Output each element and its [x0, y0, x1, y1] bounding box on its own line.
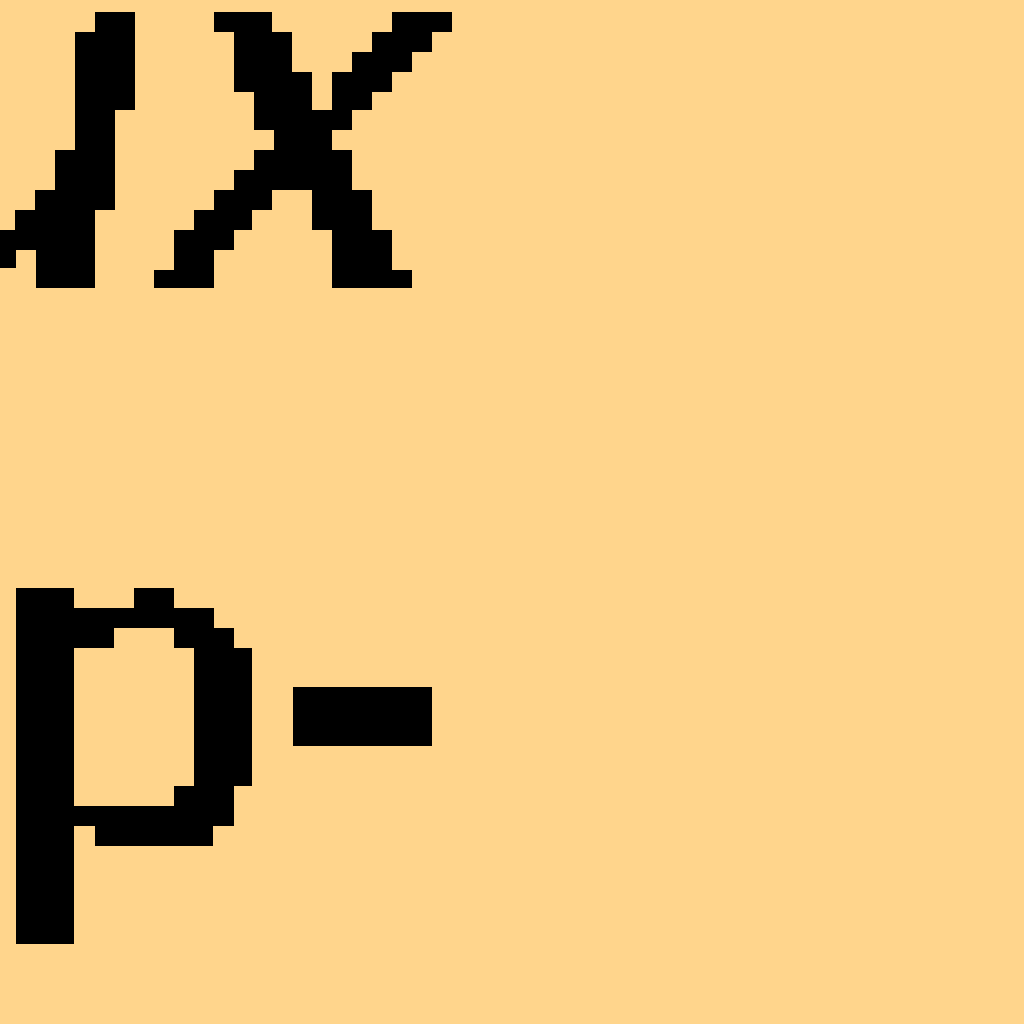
glyph-slash [0, 12, 135, 288]
x-pixel [332, 72, 392, 92]
x-pixel [234, 170, 352, 190]
x-pixel [234, 72, 312, 92]
x-pixel [352, 52, 412, 72]
x-pixel [254, 92, 312, 110]
p-bowl-pixel [194, 648, 252, 786]
x-pixel [332, 230, 392, 250]
p-bowl-pixel [74, 806, 234, 826]
glyph-p [16, 588, 252, 944]
glyph-hyphen [293, 687, 432, 746]
x-pixel [214, 190, 272, 210]
slash-pixel [35, 190, 115, 210]
hyphen-pixel [293, 687, 432, 746]
glyph-x [154, 12, 452, 288]
slash-pixel [75, 110, 115, 150]
x-pixel [154, 270, 214, 288]
x-pixel [392, 12, 452, 32]
p-bowl-pixel [74, 628, 114, 648]
x-pixel [254, 150, 352, 170]
x-pixel [312, 190, 372, 210]
x-pixel [332, 92, 372, 110]
x-pixel [274, 130, 332, 150]
x-pixel [234, 52, 292, 72]
x-pixel [332, 270, 412, 288]
x-pixel [234, 32, 292, 52]
p-bowl-pixel [74, 608, 214, 628]
x-pixel [332, 250, 392, 270]
p-bowl-pixel [95, 826, 213, 846]
slash-pixel [0, 250, 16, 268]
x-pixel [194, 210, 252, 230]
p-bowl-pixel [134, 588, 174, 608]
x-pixel [214, 12, 272, 32]
p-bowl-pixel [174, 628, 234, 648]
p-bowl-pixel [174, 786, 234, 806]
x-pixel [174, 230, 234, 250]
slash-pixel [55, 150, 115, 190]
p-stem-pixel [16, 588, 74, 944]
x-pixel [174, 250, 214, 270]
x-pixel [254, 110, 352, 130]
slash-pixel [75, 32, 135, 110]
slash-pixel [15, 210, 95, 230]
slash-pixel [0, 230, 95, 250]
x-pixel [372, 32, 432, 52]
x-pixel [312, 210, 372, 230]
slash-pixel [36, 250, 95, 288]
